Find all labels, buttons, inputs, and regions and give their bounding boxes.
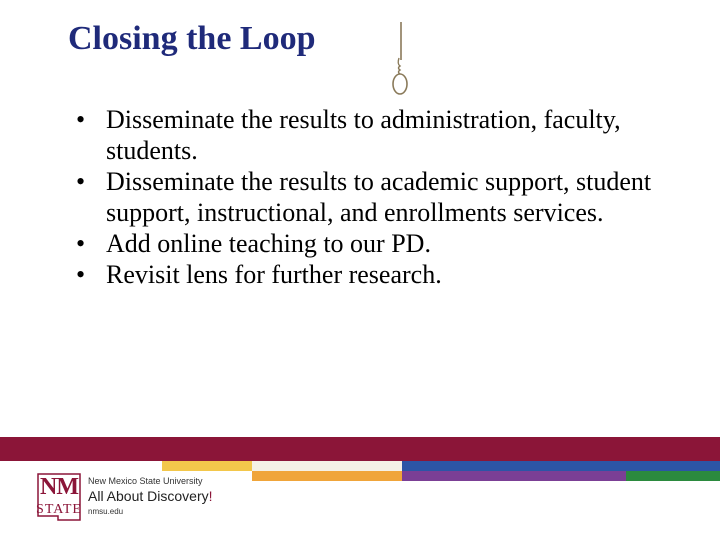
- bullet-marker: •: [76, 167, 86, 196]
- logo-tagline-text: All About Discovery: [88, 488, 209, 504]
- bullet-text: Disseminate the results to academic support, student support, instructional, and enrollments services.: [106, 167, 652, 227]
- logo-url: nmsu.edu: [88, 507, 124, 516]
- footer-stripe-yellow: [162, 461, 252, 471]
- bullet-marker: •: [76, 105, 86, 134]
- logo-university: New Mexico State University: [88, 476, 203, 486]
- footer-band: [0, 437, 720, 461]
- bullet-marker: •: [76, 229, 86, 258]
- bullet-list: [76, 104, 706, 290]
- slide-title: Closing the Loop: [68, 20, 316, 57]
- bullet-marker: •: [76, 260, 86, 289]
- bullet-text: Disseminate the results to administration, faculty, students.: [106, 105, 621, 165]
- bullet-text: Add online teaching to our PD.: [106, 229, 431, 258]
- footer-stripe-blue: [402, 461, 720, 471]
- bullet-text: Revisit lens for further research.: [106, 260, 442, 289]
- bullet-item: [76, 104, 706, 166]
- bullet-item: [76, 166, 706, 228]
- logo-mark-text: NM: [40, 474, 78, 500]
- footer-stripe-cream: [252, 461, 402, 471]
- footer-stripe-purple: [402, 471, 626, 481]
- noose-icon: [386, 22, 416, 98]
- logo-mark-subtext: STATE: [36, 502, 82, 517]
- logo-tagline-end: !: [208, 488, 213, 504]
- bullet-item: [76, 228, 706, 259]
- footer-stripe-green: [626, 471, 720, 481]
- footer-stripe-orange: [252, 471, 402, 481]
- logo-tagline: [88, 488, 213, 504]
- bullet-item: [76, 259, 706, 290]
